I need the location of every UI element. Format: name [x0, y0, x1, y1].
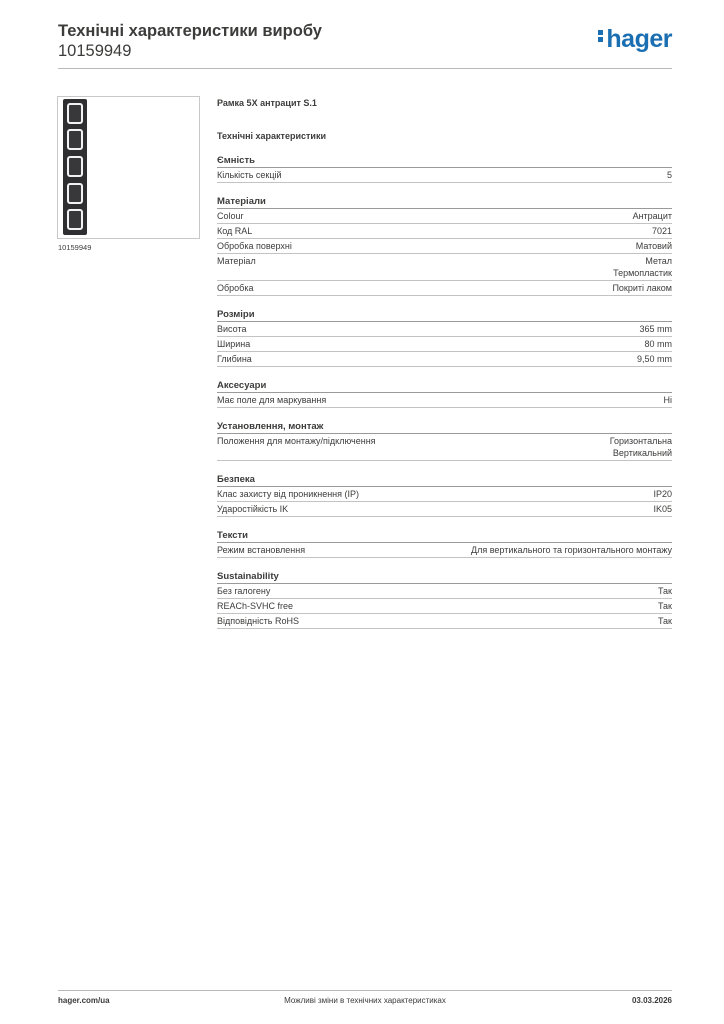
frame-cell [67, 183, 83, 204]
section-title: Тексти [217, 529, 672, 543]
spec-value: 9,50 mm [636, 354, 672, 364]
frame-cell [67, 156, 83, 177]
frame-cell [67, 209, 83, 230]
section-title: Розміри [217, 308, 672, 322]
spec-label: Глибина [217, 354, 252, 364]
logo-text: hager [606, 25, 672, 53]
spec-row [217, 599, 672, 614]
spec-value: 365 mm [639, 324, 672, 334]
spec-label: Положення для монтажу/підключення [217, 436, 376, 446]
logo-dots-icon [598, 28, 604, 44]
spec-value: Ні [663, 395, 672, 405]
page-header [58, 21, 672, 61]
spec-row [217, 254, 672, 281]
image-caption: 10159949 [58, 243, 92, 252]
spec-label: Кількість секцій [217, 170, 282, 180]
spec-label: Без галогену [217, 586, 271, 596]
spec-value: Метал Термопластик [613, 256, 672, 278]
spec-label: Обробка [217, 283, 254, 293]
spec-row [217, 168, 672, 183]
product-number: 10159949 [58, 42, 132, 60]
spec-label: Режим встановлення [217, 545, 306, 555]
spec-row [217, 543, 672, 558]
frame-5x-icon [63, 99, 87, 235]
spec-label: Матеріал [217, 256, 256, 266]
spec-value: 80 mm [644, 339, 672, 349]
section-title: Ємність [217, 154, 672, 168]
spec-row [217, 487, 672, 502]
spec-label: Клас захисту від проникнення (IP) [217, 489, 360, 499]
spec-row [217, 502, 672, 517]
spec-label: Відповідність RoHS [217, 616, 299, 626]
specifications [217, 96, 672, 629]
spec-row [217, 209, 672, 224]
spec-row [217, 393, 672, 408]
spec-label: Ширина [217, 339, 251, 349]
specs-heading: Технічні характеристики [217, 131, 326, 141]
spec-row [217, 584, 672, 599]
spec-value: Антрацит [632, 211, 672, 221]
section-title: Установлення, монтаж [217, 420, 672, 434]
product-name: Рамка 5X антрацит S.1 [217, 98, 317, 108]
spec-label: Colour [217, 211, 244, 221]
frame-cell [67, 103, 83, 124]
footer-date: 03.03.2026 [631, 996, 672, 1005]
spec-row [217, 239, 672, 254]
footer-notice: Можливі зміни в технічних характеристиках [284, 996, 446, 1005]
section-title: Аксесуари [217, 379, 672, 393]
spec-value: Для вертикального та горизонтального монтажу [470, 545, 672, 555]
footer-divider [58, 990, 672, 991]
spec-row [217, 224, 672, 239]
document-title: Технічні характеристики виробу [58, 22, 322, 40]
product-image [57, 96, 200, 239]
spec-value: IK05 [653, 504, 672, 514]
footer-website-link[interactable]: hager.com/ua [58, 996, 110, 1005]
spec-value: Так [657, 616, 672, 626]
spec-row [217, 352, 672, 367]
frame-cell [67, 129, 83, 150]
spec-value: Покриті лаком [612, 283, 672, 293]
hager-logo [598, 25, 672, 54]
spec-label: Код RAL [217, 226, 253, 236]
header-divider [58, 68, 672, 69]
section-title: Безпека [217, 473, 672, 487]
spec-label: Висота [217, 324, 247, 334]
spec-row [217, 434, 672, 461]
section-title: Sustainability [217, 570, 672, 584]
spec-value: Так [657, 601, 672, 611]
spec-label: REACh-SVHC free [217, 601, 294, 611]
spec-value: 5 [666, 170, 672, 180]
spec-value: IP20 [653, 489, 672, 499]
spec-row [217, 281, 672, 296]
spec-row [217, 614, 672, 629]
spec-label: Має поле для маркування [217, 395, 327, 405]
spec-sections [217, 154, 672, 629]
spec-value: Горизонтальна Вертикальний [609, 436, 672, 458]
spec-value: Так [657, 586, 672, 596]
section-title: Матеріали [217, 195, 672, 209]
spec-row [217, 337, 672, 352]
spec-row [217, 322, 672, 337]
spec-value: Матовий [635, 241, 672, 251]
spec-label: Ударостійкість IK [217, 504, 289, 514]
spec-value: 7021 [651, 226, 672, 236]
spec-label: Обробка поверхні [217, 241, 292, 251]
